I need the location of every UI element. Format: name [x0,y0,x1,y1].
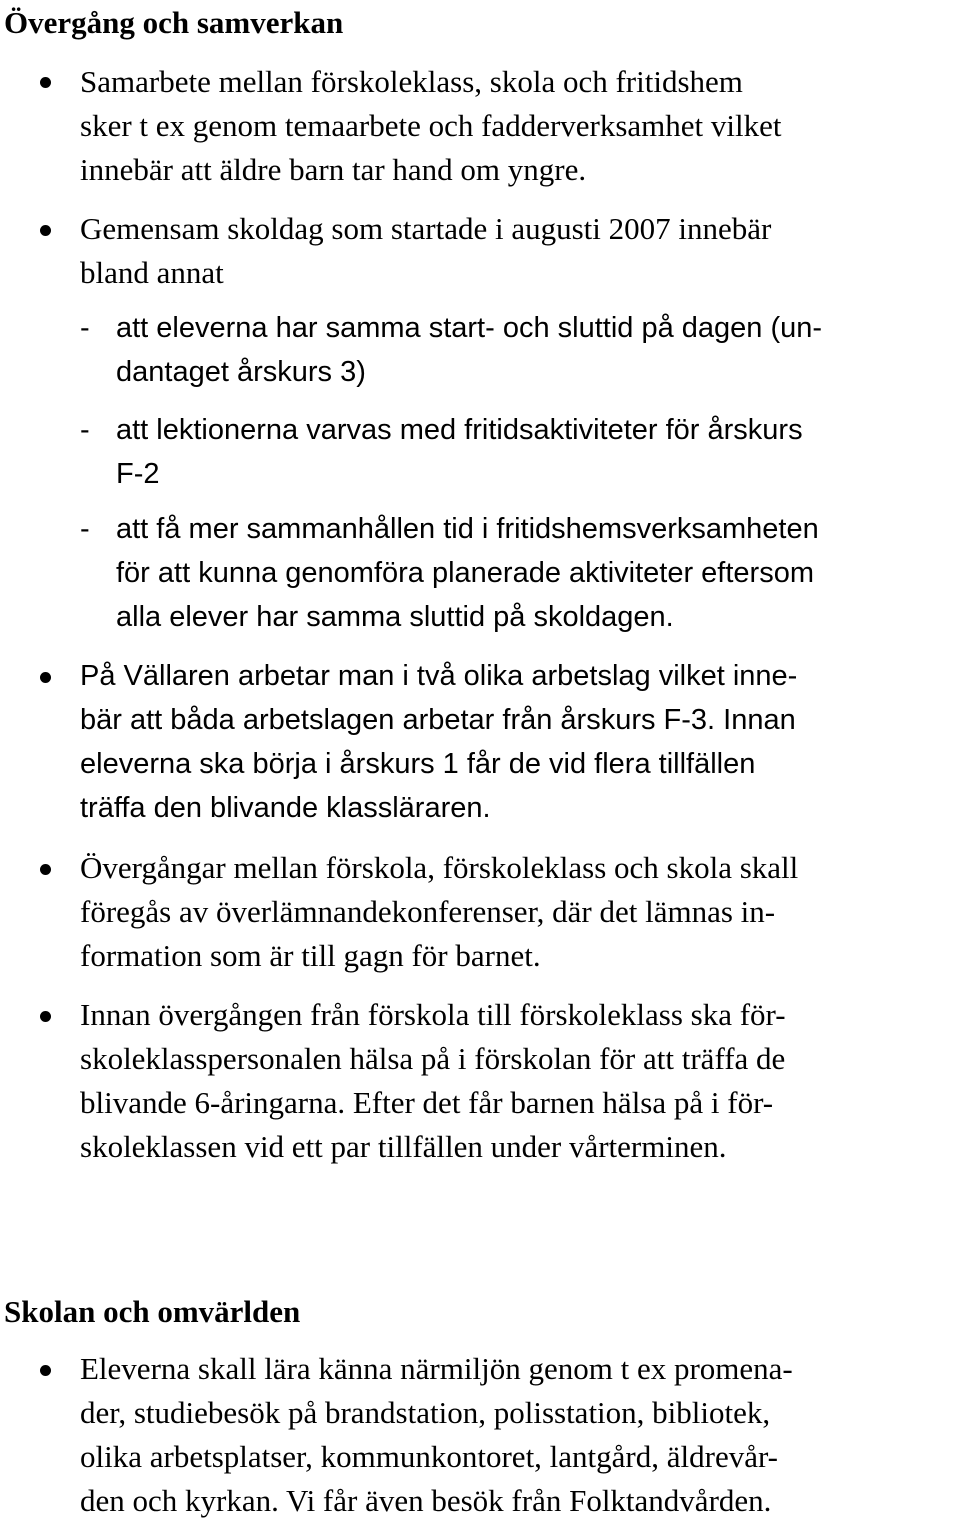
text-line: På Vällaren arbetar man i två olika arbetslag vilket inne- [80,660,798,692]
text-line: blivande 6-åringarna. Efter det får barnen hälsa på i för- [80,1085,774,1120]
text-line: Övergångar mellan förskola, förskoleklass och skola skall [80,850,799,885]
dash-marker: - [80,414,90,446]
text-line: Innan övergången från förskola till förskoleklass ska för- [80,997,786,1032]
text-line: Samarbete mellan förskoleklass, skola och fritidshem [80,64,743,99]
text-line: innebär att äldre barn tar hand om yngre. [80,152,587,187]
text-line: den och kyrkan. Vi får även besök från Folktandvården. [80,1483,772,1518]
text-line: skoleklasspersonalen hälsa på i förskolan för att träffa de [80,1041,786,1076]
text-line: F-2 [116,458,160,490]
section-heading-overgang: Övergång och samverkan [4,5,344,40]
section-heading-omvarlden: Skolan och omvärlden [4,1294,301,1329]
text-line: att lektionerna varvas med fritidsaktiviteter för årskurs [116,414,803,446]
text-line: träffa den blivande klassläraren. [80,792,491,824]
dash-marker: - [80,513,90,545]
text-line: skoleklassen vid ett par tillfällen under vårterminen. [80,1129,727,1164]
text-line: der, studiebesök på brandstation, polisstation, bibliotek, [80,1395,771,1430]
text-line: olika arbetsplatser, kommunkontoret, lantgård, äldrevår- [80,1439,778,1474]
bullet-icon [40,1011,51,1022]
text-line: Gemensam skoldag som startade i augusti 2007 innebär [80,211,772,246]
bullet-icon [40,1365,51,1376]
text-line: formation som är till gagn för barnet. [80,938,541,973]
text-line: att få mer sammanhållen tid i fritidshemsverksamheten [116,513,819,545]
text-line: föregås av överlämnandekonferenser, där det lämnas in- [80,894,776,929]
text-line: sker t ex genom temaarbete och fadderverksamhet vilket [80,108,782,143]
bullet-icon [40,77,51,88]
text-line: bland annat [80,255,224,290]
bullet-icon [40,225,51,236]
bullet-icon [40,672,51,683]
dash-marker: - [80,312,90,344]
text-line: dantaget årskurs 3) [116,356,366,388]
text-line: alla elever har samma sluttid på skoldagen. [116,601,674,633]
text-line: för att kunna genomföra planerade aktiviteter eftersom [116,557,814,589]
bullet-icon [40,864,51,875]
text-line: eleverna ska börja i årskurs 1 får de vid flera tillfällen [80,748,756,780]
text-line: att eleverna har samma start- och sluttid på dagen (un- [116,312,823,344]
text-line: Eleverna skall lära känna närmiljön genom t ex promena- [80,1351,793,1386]
text-line: bär att båda arbetslagen arbetar från årskurs F-3. Innan [80,704,796,736]
